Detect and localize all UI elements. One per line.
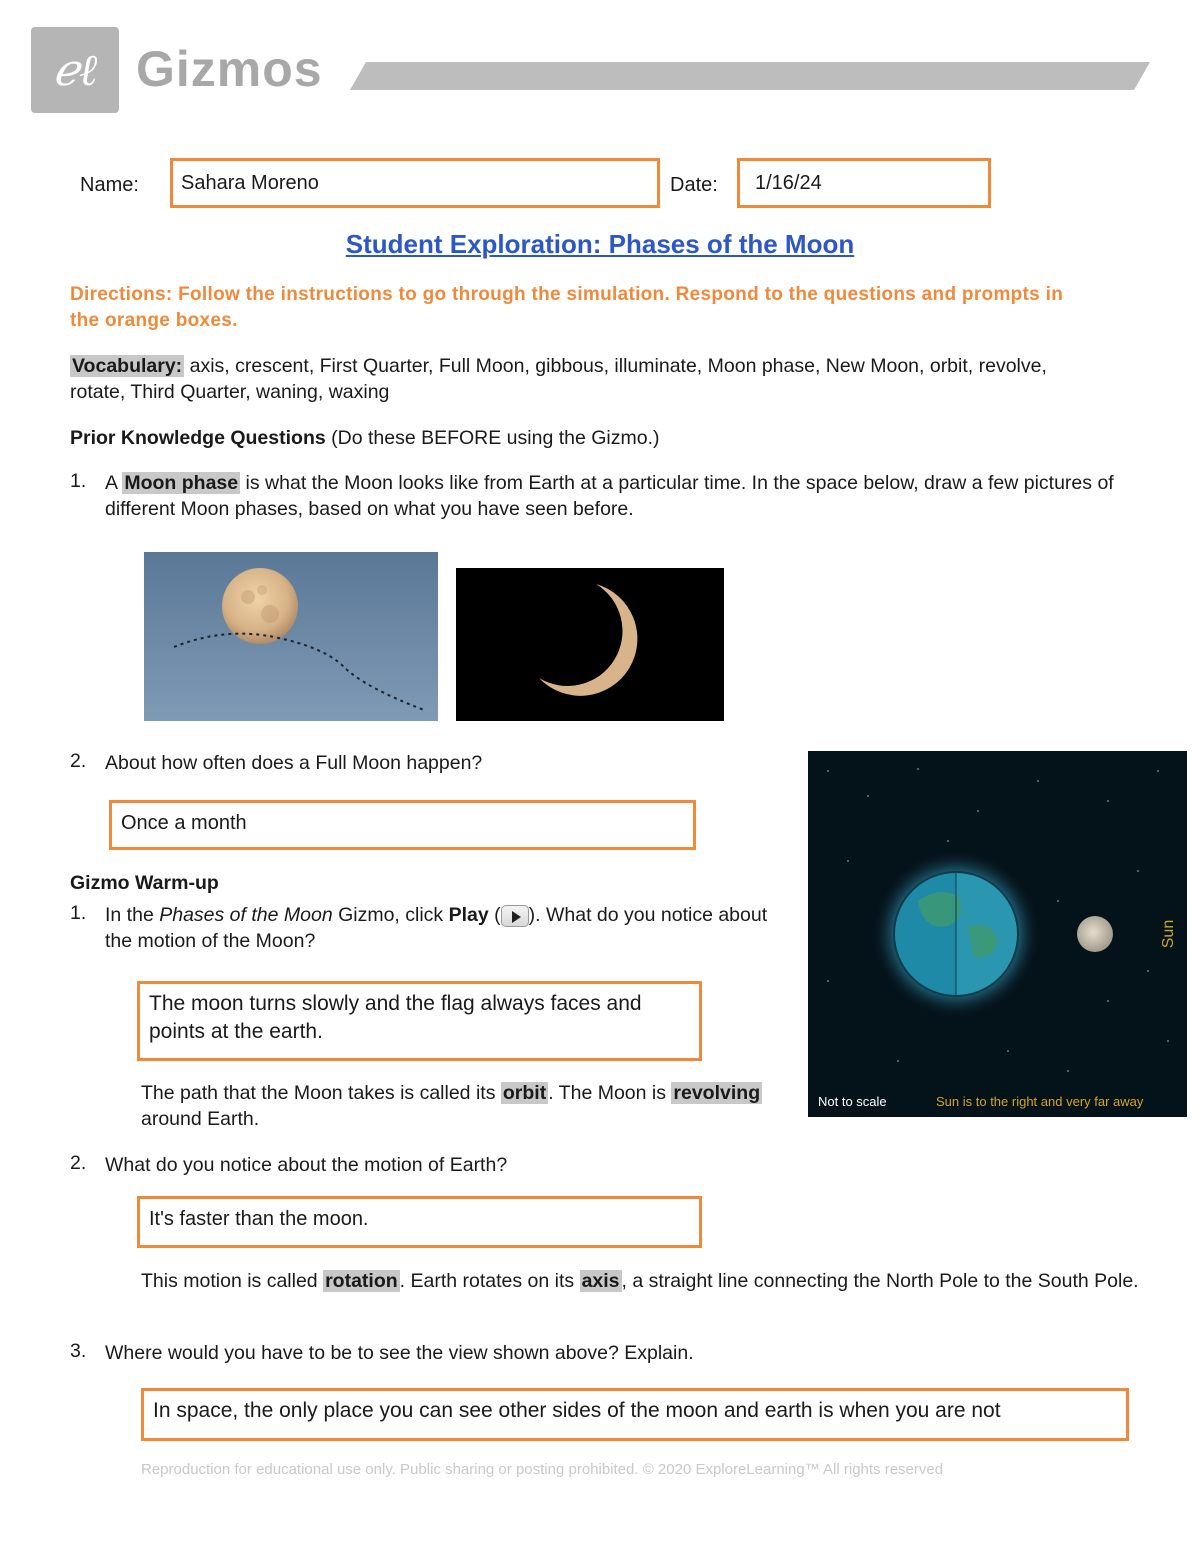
- answer-box-full-moon[interactable]: Once a month: [109, 800, 696, 850]
- crescent-moon-photo: [456, 568, 724, 721]
- name-field[interactable]: Sahara Moreno: [170, 158, 660, 208]
- full-moon-illustration: [144, 552, 438, 721]
- q-text: Gizmo, click: [332, 904, 449, 926]
- earth-moon-illustration: [808, 751, 1187, 1117]
- q-text: In the: [105, 904, 160, 926]
- answer-box-moon-motion[interactable]: The moon turns slowly and the flag always faces and points at the earth.: [137, 981, 702, 1061]
- question-number: 1.: [70, 902, 87, 924]
- term-revolving: revolving: [673, 1082, 761, 1104]
- name-label: Name:: [80, 174, 139, 196]
- question-number: 1.: [70, 470, 87, 492]
- warmup-title: Gizmo Warm-up: [70, 872, 219, 894]
- q-text: is what the Moon looks like from Earth at a particular time. In the space below, draw a few pictures of different Moon phases, based on what you have seen before.: [105, 472, 1114, 520]
- term-axis: axis: [581, 1270, 620, 1292]
- gizmo-simulation-screenshot: [808, 751, 1187, 1117]
- play-term: Play: [448, 904, 489, 926]
- rotation-explanation: [141, 1268, 1141, 1294]
- vocabulary-terms: axis, crescent, First Quarter, Full Moon, gibbous, illuminate, Moon phase, New Moon, orbit, revolve, rotate, Third Quarter, waning, waxing: [70, 355, 1047, 403]
- crescent-moon-illustration: [456, 568, 724, 721]
- question-number: 3.: [70, 1340, 87, 1362]
- prior-knowledge-title: Prior Knowledge Questions: [70, 427, 326, 449]
- text: , a straight line connecting the North Pole to the South Pole.: [621, 1270, 1139, 1292]
- prior-knowledge-heading: [70, 425, 660, 451]
- answer-box-earth-motion[interactable]: It's faster than the moon.: [137, 1196, 702, 1248]
- warmup-question-2: What do you notice about the motion of Earth?: [105, 1154, 508, 1176]
- question-number: 2.: [70, 750, 87, 772]
- q-text: A: [105, 472, 123, 494]
- explorelearning-logo: [31, 27, 119, 113]
- text: The path that the Moon takes is called its: [141, 1082, 501, 1104]
- footer-copyright: Reproduction for educational use only. Public sharing or posting prohibited. © 2020 ExploreLearning™ All rights reserved: [141, 1461, 944, 1478]
- sun-label: Sun: [1160, 919, 1177, 949]
- orbit-explanation: [141, 1080, 781, 1132]
- prior-question-1: [105, 470, 1125, 522]
- q-text: (: [488, 904, 501, 926]
- prior-question-2: About how often does a Full Moon happen?: [105, 752, 483, 774]
- header-bar: [350, 62, 1150, 90]
- warmup-question-3: Where would you have to be to see the view shown above? Explain.: [105, 1342, 694, 1364]
- gizmo-name: Phases of the Moon: [159, 904, 333, 926]
- term-rotation: rotation: [325, 1270, 398, 1292]
- not-to-scale-label: Not to scale: [818, 1094, 887, 1109]
- text: around Earth.: [141, 1108, 260, 1130]
- vocabulary-label: Vocabulary:: [72, 355, 183, 377]
- prior-knowledge-note: (Do these BEFORE using the Gizmo.): [325, 427, 660, 449]
- brand-name: Gizmos: [136, 41, 323, 97]
- date-field[interactable]: 1/16/24: [737, 158, 991, 208]
- sun-direction-note: Sun is to the right and very far away: [936, 1094, 1144, 1109]
- question-number: 2.: [70, 1152, 87, 1174]
- play-icon: [501, 905, 529, 927]
- directions: Directions: Follow the instructions to go through the simulation. Respond to the questions and prompts in the orange boxes.: [70, 284, 1064, 331]
- term-orbit: orbit: [502, 1082, 547, 1104]
- date-label: Date:: [670, 174, 718, 196]
- vocabulary: [70, 353, 1080, 405]
- text: . The Moon is: [548, 1082, 672, 1104]
- warmup-heading: [70, 870, 219, 896]
- text: This motion is called: [141, 1270, 324, 1292]
- q-text: ). What do you notice about the motion of the Moon?: [105, 904, 768, 952]
- warmup-question-1: [105, 902, 795, 954]
- text: . Earth rotates on its: [399, 1270, 580, 1292]
- page-title: Student Exploration: Phases of the Moon: [345, 229, 855, 259]
- logo-glyph: ℯℓ: [52, 44, 98, 96]
- answer-box-view-location[interactable]: In space, the only place you can see other sides of the moon and earth is when you are not: [141, 1388, 1129, 1441]
- term-moon-phase: Moon phase: [124, 472, 239, 494]
- full-moon-photo: [144, 552, 438, 721]
